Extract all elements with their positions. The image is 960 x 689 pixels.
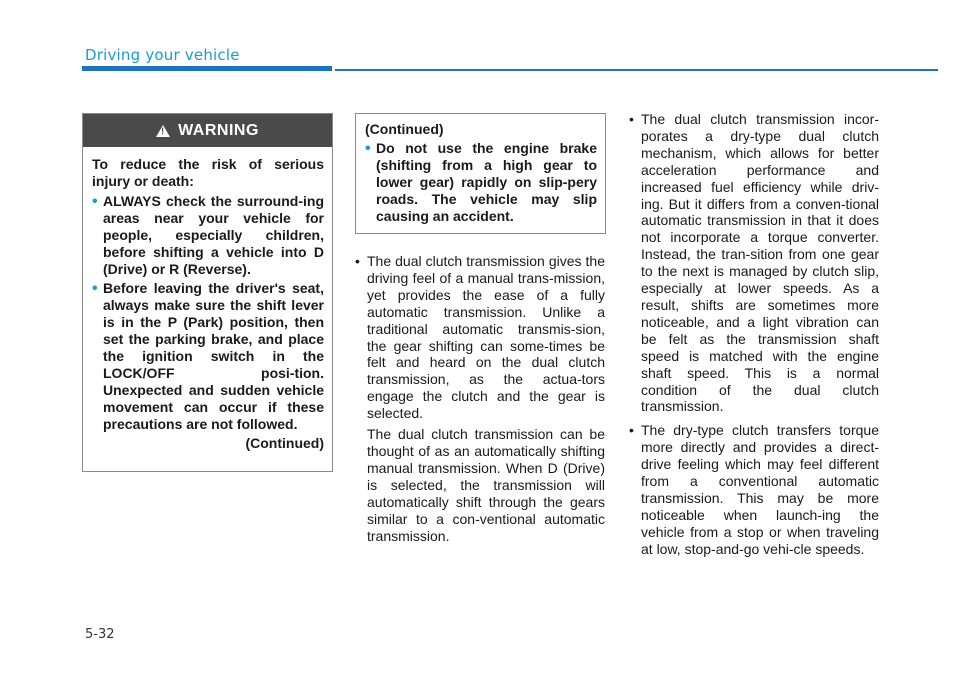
list-item <box>355 253 605 422</box>
continued-bullet: Do not use the engine brake (shifting from a high gear to lower gear) rapidly on slip-pery roads. The vehicle may slip causing an accident. <box>376 140 597 224</box>
column-middle <box>355 253 605 544</box>
continued-body <box>356 114 605 225</box>
warning-body <box>83 147 332 452</box>
paragraph: The dual clutch transmission can be thought of as an automatically shifting manual transmission. When D (Drive) is selected, the transmission will automatically shift through the gears similar to a con-ventional automatic transmission. <box>367 426 605 544</box>
warning-bullet: Before leaving the driver's seat, always make sure the shift lever is in the P (Park) position, then set the parking brake, and place the ignition switch in the LOCK/OFF posi-tion. Unexpected and sudden vehicle movement can occur if these precautions are not followed. <box>103 280 324 432</box>
warning-triangle-icon <box>156 125 170 137</box>
bullet-icon: • <box>92 193 98 210</box>
page-number: 5-32 <box>85 627 115 642</box>
bullet-icon: • <box>92 280 98 297</box>
column-right <box>629 111 879 558</box>
list-item <box>629 422 879 557</box>
header-rule <box>335 69 938 71</box>
list-item <box>92 280 324 433</box>
bullet-icon: • <box>365 140 371 157</box>
warning-box <box>82 113 333 472</box>
section-title: Driving your vehicle <box>85 46 240 64</box>
bullet-icon: • <box>355 253 360 269</box>
paragraph: The dual clutch transmission incor-porates a dry-type dual clutch mechanism, which allows for better acceleration performance and increased fuel efficiency while driv-ing. But it differs from a conven-tional automatic transmission in that it does not incorporate a torque converter. Instead, the tran-sition from one gear to the next is managed by clutch slip, especially at lower speeds. As a result, shifts are sometimes more noticeable, and a light vibration can be felt as the transmission shaft speed is matched with the engine shaft speed. This is a normal condition of the dual clutch transmission. <box>641 111 879 415</box>
bullet-icon: • <box>629 422 634 439</box>
warning-heading-label: WARNING <box>178 121 259 139</box>
paragraph: The dry-type clutch transfers torque more directly and provides a direct-drive feeling which may feel different from a conventional automatic transmission. This may be more noticeable when launch-ing the vehicle from a stop or when traveling at low, stop-and-go vehi-cle speeds. <box>641 422 879 557</box>
warning-continued: (Continued) <box>245 435 324 451</box>
list-item <box>629 111 879 415</box>
paragraph: The dual clutch transmission gives the driving feel of a manual trans-mission, yet provides the ease of a fully automatic transmission. Unlike a traditional automatic transmis-sion, the gear shifting can some-times be felt and heard on the dual clutch transmission, as the actua-tors engage the clutch and the gear is selected. <box>367 253 605 422</box>
continued-label: (Continued) <box>365 121 444 137</box>
warning-heading <box>83 114 332 147</box>
warning-bullet: ALWAYS check the surround-ing areas near your vehicle for people, especially children, before shifting a vehicle into D (Drive) or R (Reverse). <box>103 193 324 277</box>
list-item <box>365 140 597 225</box>
list-item <box>92 193 324 278</box>
header-bar <box>82 66 332 71</box>
warning-intro: To reduce the risk of serious injury or death: <box>92 156 324 189</box>
bullet-icon: • <box>629 111 634 127</box>
continued-warning-box <box>355 113 606 234</box>
